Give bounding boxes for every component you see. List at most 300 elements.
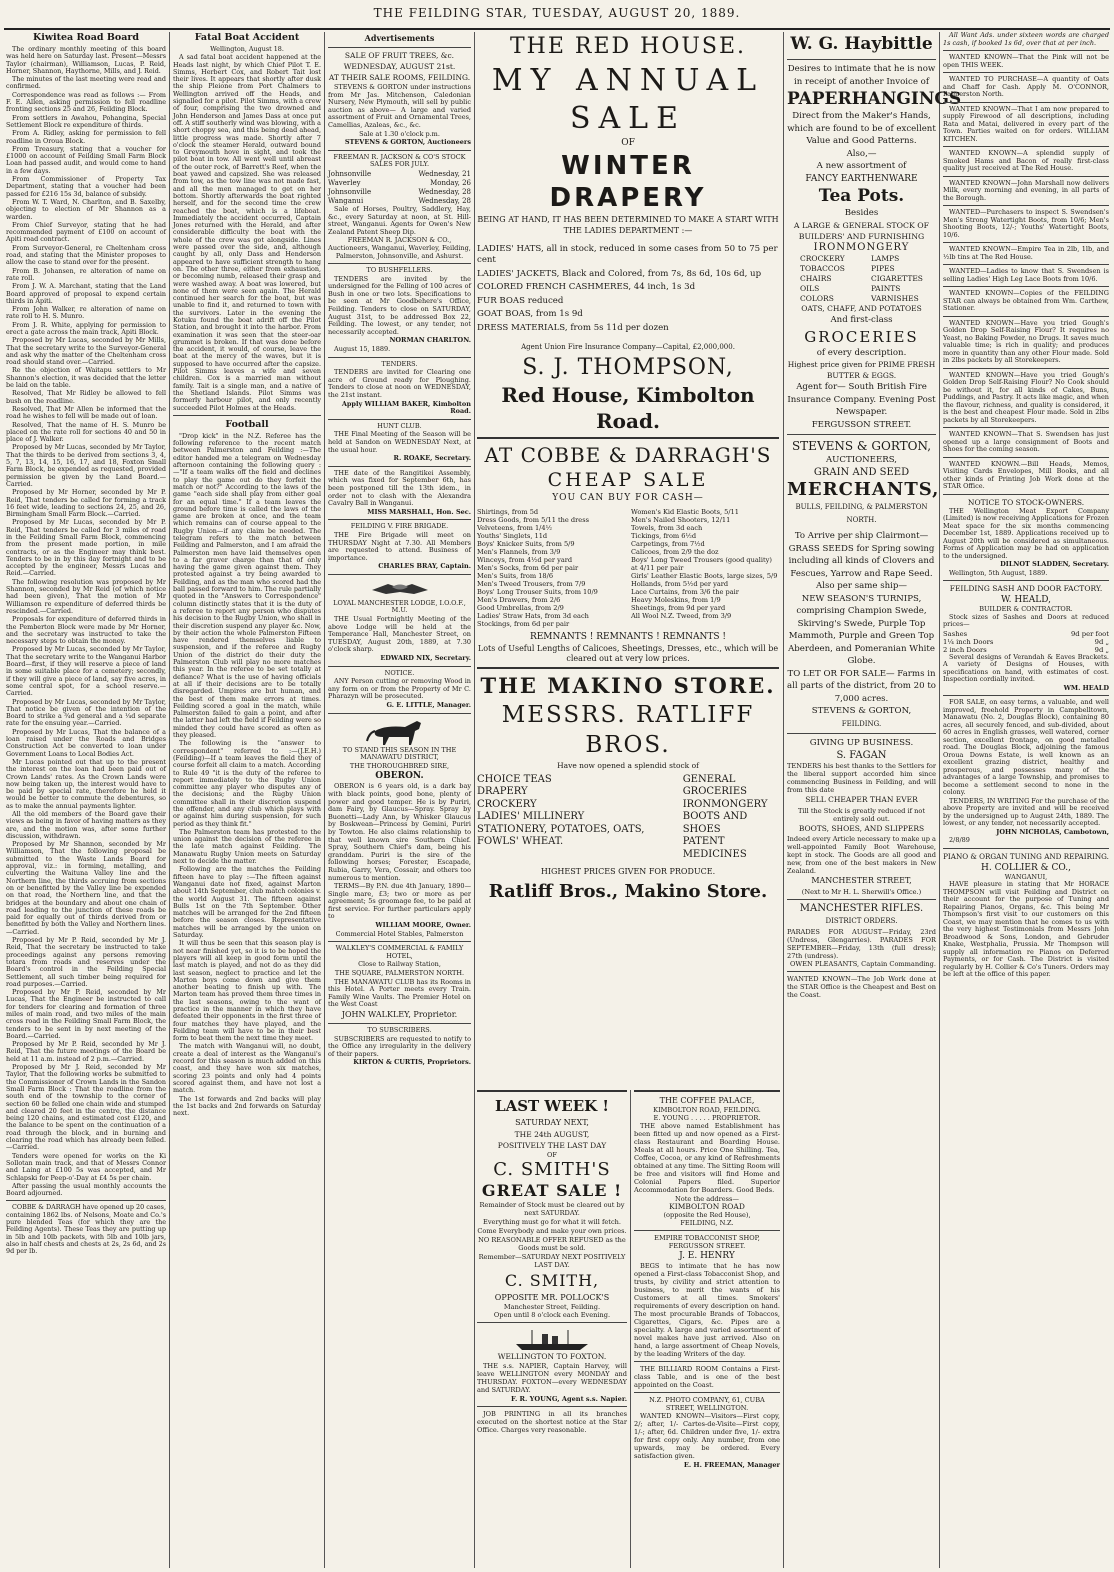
route-signature: F. R. YOUNG, Agent s.s. Napier. bbox=[510, 1395, 627, 1403]
ad-signature: Apply WILLIAM BAKER, Kimbolton Road. bbox=[341, 399, 471, 416]
groceries-desc: of every description. bbox=[816, 347, 907, 358]
ad-line: Remainder of Stock must be cleared out by next SATURDAY. bbox=[479, 1201, 625, 1217]
paragraph: Re the objection of Waitapu settlers to Mr Shannon's election, it was decided that the letter be laid on the table. bbox=[6, 366, 166, 390]
paragraph: From J. W. A. Marchant, stating that the Land Board approved of proposal to expend certain thirds in Apiti. bbox=[6, 282, 166, 305]
divider bbox=[943, 427, 1109, 428]
tobacconist-title: EMPIRE TOBACCONIST SHOP, FERGUSSON STREET. bbox=[654, 1234, 760, 1250]
article-heading: Fatal Boat Accident bbox=[194, 32, 300, 43]
merchant-name: S. J. THOMPSON, bbox=[522, 354, 734, 380]
wanted-ad: WANTED KNOWN.—Bill Heads, Memos, Visiting Cards Envelopes, Mill Books, and all other kinds of Printing Job Work done at the STAR Office. bbox=[943, 459, 1109, 490]
walkley-hotel-ad bbox=[328, 945, 471, 1020]
goods-item: IRONMONGERY bbox=[682, 798, 768, 810]
goods-item: VARNISHES bbox=[870, 294, 919, 303]
sale-item: FUR BOAS reduced bbox=[477, 295, 564, 306]
paragraph: The Palmerston team has protested to the union against the decision of the referee in the late match against Feilding. The Manawatu Rugby Union meets on Saturday next to decide the matter. bbox=[173, 827, 321, 866]
ad-body: THE Final Meeting of the Season will be held at Sandon on WEDNESDAY Next, at the usual hour. bbox=[328, 430, 471, 454]
ad-signature: NORMAN CHARLTON. bbox=[389, 336, 471, 345]
ad-subhead: Have now opened a splendid stock of bbox=[557, 760, 699, 770]
paragraph: Proposed by Mr Lucas, seconded by Mr Taylor, That the secretary write to the Wanganui Harbor Board—first, if they will reserve a piece of land in some suitable place for a cemetery; secondly, if they will give a piece of land, say five acres, in some central spot, for a school reserve.—Carried. bbox=[6, 645, 166, 698]
wanted-ad: WANTED KNOWN—That S. Swendsen has just opened up a large consignment of Boots and Shoes for the coming season. bbox=[943, 430, 1109, 453]
ad-signature: Ratliff Bros., Makino Store. bbox=[488, 881, 768, 902]
manchester-street: MANCHESTER STREET, bbox=[811, 876, 912, 885]
paragraph: "Drop kick" in the N.Z. Referee has the following reference to the recent match between Palmerston and Feilding :—The editor handed me a telegram on Wednesday afternoon containing the following query :—"If a team walks off the field and declines to play the game out do they forfeit the match or not?" According to the laws of the game "each side shall play from either goal for an equal time." If a team leaves the ground before time is called the laws of the game are broken at once, and the team which remains can of course appeal to the Rugby Union—if any claim be needed. The telegram refers to the match between Feilding and Palmerston, and I am afraid the Palmerston men have laid themselves open to a far graver charge than that of only having the game given against them. They protested against a try being awarded to Feilding, and as the man who scored had the ball passed forward to him. The rule partially quoted in the "Answers to Correspondence" column distinctly states that it is the duty of a referee to report any person who disputes his decision to the Rugby Union, who shall in their discretion suspend any player &c. Now, by their action the whole Palmerston Fifteen have rendered themselves liable to suspension, and if the referee and Rugby Union of the district do their duty the Palmerston Club will play no more matches this year. In the referee to be set totally at defiance? What is the use of having officials at all if their decisions are to be totally disregarded. Umpires are but human, and the best of them make errors at times. Feilding scored a goal in the match, while Palmerston failed to gain a point, and after the latter had left the field if Feilding were so minded they could have scored as often as they pleased. bbox=[173, 431, 321, 740]
ad-headline: CHEAP SALE bbox=[547, 468, 709, 491]
price-item: All Wool N.Z. Tweed, from 3/9 bbox=[631, 611, 732, 620]
divider bbox=[943, 368, 1109, 369]
paragraph: It will thus be seen that this season play is not near finished yet, so it is to be hoped the players will all keep in good form until the last match is played, and not do as they did last season, neglect to practice and let the Marton boys come down and give them another beating to finish up with. The Marton team has proved them three times in the last seasons, owing to the want of practice in the manner in which they have defeated their opponents in the first three of four matches they have played, and the Feilding team will have to be in their best form to beat them the next time they meet. bbox=[173, 939, 321, 1043]
ad-terms: TERMS—By P.N. due 4th January, 1890—Single mare, £3; two or more as per agreement; 5s groomage fee, to be paid at first service. For further particulars apply to bbox=[328, 882, 471, 921]
ad-signature: FREEMAN R. JACKSON & CO., Auctioneers, Wanganui, Waverley, Feilding, Palmerston, Johnsonville, and Ashurst. bbox=[328, 236, 471, 260]
divider bbox=[634, 1090, 780, 1092]
paragraph: The minutes of the last meeting were read and confirmed. bbox=[6, 75, 166, 91]
ad-place: AT THEIR SALE ROOMS, FEILDING. bbox=[328, 73, 471, 82]
ad-footer: Lots of Useful Lengths of Calicoes, Sheetings, Dresses, etc., which will be cleared out at very low prices. bbox=[477, 643, 779, 663]
ad-title: LOYAL MANCHESTER LODGE, I.O.O.F., M.U. bbox=[333, 598, 466, 615]
paragraph: From B. Johansen, re alteration of name on rate roll. bbox=[6, 266, 166, 282]
goods-item: PIPES bbox=[870, 264, 895, 273]
wanted-ad: WANTED KNOWN—That I am now prepared to supply Firewood of all descriptions, including Rata and Matai, delivered in every part of the Town. Parties waited on for orders. WILLIAM KITCHEN. bbox=[943, 104, 1109, 143]
paragraph: Proposed by Mr Horner, seconded by Mr P. Reid, That tenders be called for forming a track 16 feet wide, leading to sections 24, 25, and 26, Birmingham Small Farm Block.—Carried. bbox=[6, 488, 166, 519]
paperhangings: PAPERHANGINGS bbox=[787, 89, 962, 109]
wanted-ad: WANTED—Purchasers to inspect S. Swendsen's Men's Strong Watertight Boots, from 10/6; Men's Shooting Boots, 12/-; Youths' Watertight Boots, 10/6. bbox=[943, 208, 1109, 239]
ad-title: AT COBBE & DARRAGH'S bbox=[484, 442, 772, 467]
rifles-title: MANCHESTER RIFLES. bbox=[799, 902, 924, 914]
ad-address: KIMBOLTON ROAD, FEILDING. bbox=[653, 1106, 761, 1114]
wanted-ad: WANTED KNOWN—Copies of the FEILDING STAR can always be obtained from Wm. Carthew, Stationer. bbox=[943, 289, 1109, 312]
column-divider bbox=[474, 32, 475, 1568]
ad-line: Come Everybody and make your own prices. bbox=[477, 1227, 627, 1235]
tenders-signature: JOHN NICHOLAS, Cambotown, bbox=[996, 827, 1109, 836]
ad-signature: JOHN WALKLEY, Proprietor. bbox=[341, 1010, 458, 1019]
price-list-right bbox=[631, 508, 779, 628]
divider bbox=[634, 1361, 780, 1362]
paragraph: From Treasury, stating that a voucher for £1000 on account of Feilding Small Farm Block Loan had passed audit, and would come to hand in a few days. bbox=[6, 144, 166, 175]
collier-town: WANGANUI, bbox=[1004, 872, 1048, 881]
sale-day: Monday, 26 bbox=[430, 178, 471, 187]
builder-label: BUILDER & CONTRACTOR. bbox=[979, 605, 1073, 613]
paragraph: Resolved, That Mr Allen be informed that the road he wishes to fell will be made out of loan. bbox=[6, 404, 166, 421]
lodge-ad bbox=[328, 578, 471, 663]
ad-intro: BEING AT HAND, IT HAS BEEN DETERMINED TO MAKE A START WITH THE LADIES DEPARTMENT :— bbox=[477, 214, 779, 235]
paragraph: From Surveyor-General, re Cheltenham cross road, and stating that the Minister proposes to allow the case to stand over for the present. bbox=[6, 243, 166, 267]
football-heading: Football bbox=[225, 418, 269, 430]
price-item: Hollands, from 5½d per yard bbox=[631, 579, 729, 588]
goods-item: LAMPS bbox=[870, 254, 900, 263]
paragraph: From A. Ridley, asking for permission to fell roadline in Oroua Block. bbox=[6, 129, 166, 145]
price-item: Winceys, from 4½d per yard bbox=[477, 555, 573, 564]
sales-row bbox=[328, 179, 471, 188]
goods-item: OILS bbox=[800, 284, 820, 293]
photo-body: WANTED KNOWN—Visitors—First copy, 2/; after, 1/- Cartes-de-Visite—First copy, 1/-; after, 6d. Children under five, 1/- extra for first copy only. Any number, from one upwards, may be ordered. Every satisfaction given. bbox=[634, 1412, 780, 1460]
article-body bbox=[6, 46, 166, 1197]
merchant-name: C. SMITH'S bbox=[493, 1159, 611, 1180]
divider bbox=[943, 695, 1109, 696]
price-item: Men's Socks, from 6d per pair bbox=[477, 563, 579, 572]
ad-subhead: YOU CAN BUY FOR CASH— bbox=[552, 492, 704, 503]
wanted-list bbox=[943, 54, 1109, 495]
ad-subtitle: THE THOROUGHBRED SIRE, bbox=[349, 761, 450, 770]
makino-store-ad bbox=[477, 672, 779, 906]
ad-body: THE Fire Brigade will meet on THURSDAY Night at 7.30. All Members are requested to attend. Business of importance. bbox=[328, 530, 471, 562]
ad-title: FREEMAN R. JACKSON & CO'S STOCK SALES FOR JULY. bbox=[333, 152, 466, 169]
divider bbox=[328, 357, 471, 358]
heald-name: W. HEALD, bbox=[1000, 595, 1052, 605]
stock-sales-ad bbox=[328, 154, 471, 260]
price-item: Lace Curtains, from 3/6 the pair bbox=[631, 587, 739, 596]
paragraph: The match with Wanganui will, no doubt, create a deal of interest as the Wanganui's record for this season is much added on this coast, and they have won six matches, scoring 23 points and only had 4 points scored against them, and have not lost a match. bbox=[173, 1042, 321, 1095]
ad-signature: STEVENS & GORTON, Auctioneers bbox=[344, 138, 471, 147]
paragraph: Mr Lucas pointed out that up to the present the interest on the loan had been paid out of Crown Lands' rates. As the Crown Lands were now being taken up, the interest would have to be paid by special rate, therefore he held it would be better to commute the debentures, so as to make the annual payments lighter. bbox=[6, 757, 166, 810]
paragraph: From settlers in Awahou, Pohangina, Special Settlement Block re expenditure of thirds. bbox=[6, 113, 166, 129]
price-list-left bbox=[477, 508, 625, 628]
piano-title: PIANO & ORGAN TUNING AND REPAIRING. bbox=[943, 851, 1109, 861]
besides: Besides bbox=[844, 208, 879, 218]
wanted-ad: WANTED KNOWN—Have you tried Gough's Golden Drop Self-Raising Flour? No Cook should be without it, for all kinds of Cakes, Buns, Puddings, and Pastry. It acts like magic, and when the flavour, richness, and quality is considered, it is the best and cheapest Flour made. Sold in 2lbs packets by all Storekeepers. bbox=[943, 370, 1109, 424]
paragraph: Tenders were opened for works on the Ki Sollotan main track, and that of Messrs Connor and Laing at £100 5s was accepted, and Mr Schlapski for Peep-o'-Day at £4 5s per chain. bbox=[6, 1151, 166, 1182]
ad-body: THE date of the Rangitikei Assembly, which was fixed for September 6th, has been postponed till the 13th idem., in order not to clash with the Alexandra Cavalry Ball in Wanganui. bbox=[328, 468, 471, 508]
price-item: Shirtings, from 5d bbox=[477, 507, 539, 516]
also: Also,— bbox=[846, 148, 877, 159]
goods-list-left bbox=[477, 774, 683, 862]
divider bbox=[634, 1392, 780, 1393]
stock-notice-body: THE Wellington Meat Export Company (Limited) is now receiving Applications for Frozen Meat space for the six months commencing December 1st, 1889. Applications received up to August 20th will be considered as simultaneous. Forms of Application may be had on application to the undersigned. bbox=[943, 506, 1109, 560]
ad-title: SALE OF FRUIT TREES, &c. bbox=[344, 51, 455, 60]
seed-arrival: To Arrive per ship Clairmont— GRASS SEEDS for Spring sowing including all kinds of Clovers and Fescues, Yarrow and Rape Seed. bbox=[788, 531, 935, 579]
paragraph: Proposed by Mr P. Reid, seconded by Mr Lucas, That the Engineer be instructed to call for tenders for clearing and formation of three miles of main road, and two miles of the main cross road in the Feilding Small Farm Block, the tenders to be sent in by next meeting of the Board.—Carried. bbox=[6, 988, 166, 1040]
tea-pots: Tea Pots. bbox=[818, 186, 905, 206]
stock-notice-date: Wellington, 5th August, 1889. bbox=[949, 568, 1048, 577]
goods-item: CROCKERY bbox=[477, 798, 537, 810]
divider bbox=[328, 263, 471, 264]
ad-subtitle: Close to Railway Station, bbox=[358, 960, 441, 969]
article-body bbox=[173, 54, 321, 412]
divider bbox=[477, 437, 779, 439]
first-class: And first-class bbox=[830, 315, 893, 325]
price-item: Men's Tweed Trousers, from 7/9 bbox=[477, 579, 586, 588]
column-kiwitea-road-board bbox=[6, 32, 166, 1568]
remnants: REMNANTS ! REMNANTS ! REMNANTS ! bbox=[529, 631, 727, 642]
paragraph: Correspondence was read as follows :— From F. E. Allen, asking permission to fell roadline fronting sections 25 and 26, Feilding Block. bbox=[6, 90, 166, 114]
divider bbox=[173, 415, 321, 416]
route-body: THE s.s. NAPIER, Captain Harvey, will leave WELLINGTON every MONDAY and THURSDAY. FOXTON—every WEDNESDAY and SATURDAY. bbox=[477, 1362, 627, 1394]
paragraph: Proposed by Mr P. Reid, seconded by Mr J. Reid, That the secretary be instructed to take proceedings against any persons removing totara from roads and reserves under the Board's control in the Feilding Special Settlement, all such timber being required for road purposes.—Carried. bbox=[6, 936, 166, 988]
article-heading: Kiwitea Road Board bbox=[32, 32, 140, 43]
photo-signature: E. H. FREEMAN, Manager bbox=[683, 1461, 780, 1469]
earthenware: FANCY EARTHENWARE bbox=[805, 173, 918, 184]
price-item: Youths' Singlets, 11d bbox=[477, 531, 548, 540]
ad-title: TO SUBSCRIBERS. bbox=[367, 1026, 432, 1034]
price-item: Towels, from 3d each bbox=[631, 523, 703, 532]
ad-body: TENDERS are invited for Clearing one acre of Ground ready for Ploughing. Tenders to close at noon on WEDNESDAY, the 21st instant. bbox=[328, 368, 471, 399]
road: KIMBOLTON ROAD bbox=[669, 1202, 745, 1211]
ad-subhead: WINTER DRAPERY bbox=[549, 150, 707, 213]
parades: PARADES FOR AUGUST—Friday, 23rd (Undress, Glengarries). PARADES FOR SEPTEMBER—Friday, 13th (full dress); 27th (undress). bbox=[787, 927, 936, 960]
goods-list-right bbox=[871, 254, 923, 304]
sash-item: 1¼ inch Doors bbox=[943, 637, 994, 646]
paragraph: Proposed by Mr Lucas, seconded by Mr Taylor, That notice be given of the intention of the Board to strike a ¾d general and a ¼d separate rate for the ensuing year.—Carried. bbox=[6, 697, 166, 728]
fagan-name: S. FAGAN bbox=[836, 749, 887, 761]
oberon-ad bbox=[328, 717, 471, 939]
job-work-notice: WANTED KNOWN—The Job Work done at the STAR Office is the Cheapest and Best on the Coast. bbox=[787, 974, 936, 999]
auction-firm-2: STEVENS & GORTON, bbox=[811, 706, 912, 716]
goods-item: COLORS bbox=[800, 294, 834, 303]
paragraph: A sad fatal boat accident happened at the Heads last night, by which Chief Pilot T. E. Simms, Herbert Cox, and Robert Tait lost their lives. It appears that shortly after dusk the ship Pleione from Port Chalmers to Wellington arrived off the Heads, and signalled for a pilot. Pilot Simms, with a crew of four, comprising the two drowned and John Henderson and James Dass at once put off. A stiff southerly wind was blowing, with a short choppy sea, and this being dead ahead, little progress was made. Shortly after 7 o'clock the steamer Herald, outward bound to Greymouth hove in sight, and took the pilot boat in tow. All went well until abreast of the outer rock, of Barrett's Reef, when the boat yawed and capsized. She was released from tow, as the tow line was not made fast, and all the men managed to get on her bottom. Shortly afterwards the boat righted herself, and for the second time the crew reached the boat, which is a lifeboat. Immediately the accident occurred, Captain Jones returned with the Herald, and after considerable difficulty the boat with the whole of the crew was got alongside. Lines were passed over the side, and, although caught by all, only Dass and Henderson appeared to have sufficient strength to hang on. The other three, either from exhaustion, or becoming numb, released their grasp and were washed away. A boat was lowered, but none of them were seen again. The Herald continued her search for the boat, but was unable to find it, and returned to town with the survivors. Later in the evening the Kotuku found the boat adrift off the Pilot Station, and brought it into the harbor. From examination it was seen that the steer-oar grummet is broken. If that was done before the accident, it would, of course, leave the boat at the mercy of the waves, but it is supposed to have occurred after the capsize. Pilot Simms leaves a wife and seven children. Cox is a married man without family. Tait is a single man, and a native of the Shetland Islands. Pilot Simms was formerly harbour pilot, and only recently succeeded Pilot Holmes at the Heads. bbox=[173, 53, 321, 412]
paragraph: The following resolution was proposed by Mr Shannon, seconded by Mr Reid (of which notice had been given), That the motion of Mr Williamson re expenditure of deferred thirds be rescinded.—Carried. bbox=[6, 577, 166, 615]
street: Manchester Street, Feilding. bbox=[503, 1303, 601, 1311]
divider bbox=[943, 242, 1109, 243]
paragraph: The following is the "answer to correspondent" referred to :—(J.E.H.) (Feilding)—If a team leaves the field they of course forfeit all claim to a match. According to Rule 49 "it is the duty of the referee to report immediately to the Rugby Union committee any player who disputes any of the decisions; and the Rugby Union committee shall in their discretion suspend the offender, and any club which plays with or against him during suspension, for such period as they think fit." bbox=[173, 739, 321, 828]
hours: Open until 8 o'clock each Evening. bbox=[493, 1311, 611, 1319]
sash-title: FEILDING SASH AND DOOR FACTORY. bbox=[949, 584, 1103, 593]
wanted-ad: WANTED—Ladies to know that S. Swendsen is selling Ladies' High Leg Lace Boots from 10/6. bbox=[943, 267, 1109, 283]
price-item: Tickings, from 6½d bbox=[631, 531, 697, 540]
paragraph: Proposed by Mr Lucas, That the balance of a loan raised under the Roads and Bridges Construction Act be converted to loan under Government Loans to Local Bodies Act. bbox=[6, 727, 166, 758]
sales-row bbox=[328, 170, 471, 179]
column-divider bbox=[169, 32, 170, 1568]
paragraph: The ordinary monthly meeting of this board was held here on Saturday last. Present—Messrs Taylor (chairman), Williamson, Lucas, P. Reid, Horner, Shannon, Haythorne, Mills, and J. Reid. bbox=[6, 45, 166, 75]
red-house-ad bbox=[477, 32, 779, 905]
divider bbox=[943, 264, 1109, 265]
ad-body: STEVENS & GORTON under instructions from Mr Jas. Mitchenson, Caledonian Nursery, New Plymouth, will sell by public auction as above— A large and varied assortment of Fruit and Ornamental Trees, Camellias, Azaleas, &c., &c. bbox=[328, 83, 471, 129]
auctioneers: AUCTIONEERS, bbox=[825, 455, 898, 465]
ad-signature: WILLIAM MOORE, Owner. bbox=[375, 921, 471, 930]
sash-price-table bbox=[943, 630, 1109, 654]
price-item: Boys' Long Tweed Trousers (good quality) at 4/11 per pair bbox=[631, 555, 772, 572]
column-divider bbox=[630, 1090, 631, 1568]
sale-place: Johnsonville bbox=[328, 169, 372, 178]
ad-of: OF bbox=[621, 138, 635, 148]
rifles-signature: OWEN PLEASANTS, Captain Commanding. bbox=[790, 959, 936, 968]
sale-item: LADIES' HATS, all in stock, reduced in some cases from 50 to 75 per cent bbox=[477, 243, 778, 265]
divider bbox=[943, 580, 1109, 581]
divider bbox=[787, 971, 936, 972]
tenders-ad bbox=[328, 361, 471, 416]
wanted-column bbox=[943, 32, 1109, 1568]
price-item: Dress Goods, from 5/11 the dress bbox=[477, 515, 589, 524]
turnips: NEW SEASON'S TURNIPS, comprising Champion Swede, Skirving's Swede, Purple Top Mammoth, Purple and Green Top Aberdeen, and Pomeranian White Globe. bbox=[788, 593, 935, 666]
divider bbox=[328, 574, 471, 575]
masthead-rule bbox=[4, 28, 1110, 30]
ad-signature: R. ROAKE, Secretary. bbox=[393, 454, 471, 463]
tobacconist-name: J. E. HENRY bbox=[679, 1251, 735, 1261]
goods-item: BOOTS AND SHOES bbox=[682, 811, 748, 835]
cobbe-darragh-ad bbox=[477, 442, 779, 664]
ad-title: TO BUSHFELLERS. bbox=[366, 266, 433, 275]
job-printing: JOB PRINTING in all its branches executed on the shortest notice at the Star Office. Charges very reasonable. bbox=[477, 1410, 627, 1434]
ad-line: Everything must go for what it will fetch. bbox=[483, 1218, 621, 1226]
ad-place: THE SQUARE, PALMERSTON NORTH. bbox=[334, 969, 465, 978]
tobacconist-body: BEGS to intimate that he has now opened a First-class Tobacconist Shop, and trusts, by civility and strict attention to business, to merit the wants of his Customers at all times. Smokers' requirements of every description on hand. The most procurable Brands of Tobaccos, Cigarettes, Cigars, &c. Pipes are a specialty. A large and varied assortment of novel makes have just arrived. Also on hand, a large assortment of Cheap Novels, by the leading Writers of the day. bbox=[634, 1262, 780, 1358]
paragraph: From Commissioner of Property Tax Department, stating that a voucher had been passed for £216 15s 3d, balance of subsidy. bbox=[6, 175, 166, 198]
divider bbox=[943, 848, 1109, 849]
street: FERGUSSON STREET. bbox=[811, 419, 912, 430]
sash-item: 2 inch Doors bbox=[943, 645, 987, 654]
price-item: Girls' Leather Elastic Boots, large sizes, 5/9 bbox=[631, 571, 778, 580]
paragraph: Proposals for expenditure of deferred thirds in the Pemberton Block were made by Mr Horner, and the secretary was instructed to take the necessary steps to obtain the money. bbox=[6, 615, 166, 646]
sale-item: COLORED FRENCH CASHMERES, 44 inch, 1s 3d bbox=[477, 282, 696, 292]
fire-brigade-ad bbox=[328, 523, 471, 571]
for-sale-body: FOR SALE, on easy terms, a valuable, and well improved, freehold Property in Campbelltown, Manawatu (No. 2, Douglas Block), containing 80 acres, all securely fenced, and sub-divided, about 60 acres in English grasses, well watered, corner section, excellent frontage, on good metalled road. The Douglas Block, adjoining the famous Oroua Downs Estate, is well known as an excellent grazing district, healthy and prosperous, and possesses many of the advantages of a large Township, and promises to become a settlement second to none in the colony. bbox=[943, 698, 1109, 796]
sash-item: Sashes bbox=[943, 629, 968, 638]
ad-body: OBERON is 6 years old, is a dark bay with black points, good bone, plenty of power and good temper. He is by Puriri, dam Fairy, by Glaucus—Spray. Spray by Buonetti—Lady Ann, by Whisker Glaucus by Boskwean—Princess by Gemini, Puriri by Towton. He also claims relationship to that well known sire Southern Chief. Spray, Southern Chief's dam, being his granddam. Puriri is the sire of the following horses; Forester, Escapade, Rubia, Garry, Vera, Cossair, and others too numerous to mention. bbox=[328, 782, 471, 882]
ad-title: FEILDING V. FIRE BRIGADE. bbox=[350, 522, 449, 531]
divider bbox=[477, 667, 779, 669]
ad-title: THE MAKINO STORE. bbox=[480, 672, 776, 698]
of-label: OF bbox=[547, 1151, 557, 1159]
divider bbox=[328, 713, 471, 714]
ad-proprietor: E. YOUNG . . . . . PROPRIETOR. bbox=[653, 1114, 761, 1122]
ironmongery: IRONMONGERY bbox=[813, 241, 910, 253]
divider bbox=[328, 150, 471, 151]
divider bbox=[943, 205, 1109, 206]
divider bbox=[477, 1322, 627, 1323]
stock-line: A LARGE & GENERAL STOCK OF BUILDERS' AND FURNISHING bbox=[793, 220, 930, 241]
advertisements-heading: Advertisements bbox=[364, 33, 435, 43]
goods-item: LADIES' MILLINERY bbox=[477, 811, 585, 822]
divider bbox=[943, 72, 1109, 73]
goods-item: STATIONERY, POTATOES, OATS, FOWLS' WHEAT. bbox=[477, 823, 645, 847]
price-item: Men's Suits, from 18/6 bbox=[477, 571, 554, 580]
divider bbox=[943, 176, 1109, 177]
wanted-ad: WANTED KNOWN—A splendid supply of Smoked Hams and Bacon of really first-class quality just received at The Red House. bbox=[943, 149, 1109, 172]
coffee-palace-column bbox=[634, 1090, 780, 1568]
insurance-agent: Agent Union Fire Insurance Company—Capital, £2,000,000. bbox=[521, 343, 735, 351]
sash-row bbox=[943, 638, 1109, 646]
goods-list-right bbox=[683, 774, 779, 862]
divider bbox=[943, 50, 1109, 51]
price-item: Women's Kid Elastic Boots, 5/11 bbox=[631, 507, 739, 516]
ad-body: THE MANAWATU CLUB has its Rooms in this Hotel. A Porter meets every Train. Family Wine Vaults. The Premier Hotel on the West Coast bbox=[328, 977, 471, 1009]
fagan-stock: Till the Stock is greatly reduced if not entirely sold out. bbox=[798, 806, 925, 823]
last-week: LAST WEEK ! bbox=[495, 1097, 609, 1115]
sale-item: LADIES' JACKETS, Black and Colored, from 7s, 8s 6d, 10s 6d, up bbox=[477, 268, 762, 279]
ad-signature: KIRTON & CURTIS, Proprietors. bbox=[353, 1058, 471, 1067]
divider bbox=[477, 1406, 627, 1407]
divider bbox=[328, 466, 471, 467]
stock-notice-title: NOTICE TO STOCK-OWNERS. bbox=[967, 497, 1085, 507]
paragraph: Following are the matches the Feilding fifteen have to play :—The fifteen against Wanganui date not fixed, against Marton about 14th September, club match colonies v. the world August 31. The fifteen against Bulls 1st on the 7th September. Other matches will be arranged for the 2nd fifteen before the season closes. Representative matches will be arranged by the union on Saturday. bbox=[173, 865, 321, 940]
ad-headline: GREAT SALE ! bbox=[481, 1181, 623, 1200]
grain-seed: GRAIN AND SEED bbox=[813, 466, 910, 478]
location: OPPOSITE MR. POLLOCK'S bbox=[494, 1293, 610, 1302]
auction-firm: STEVENS & GORTON, bbox=[791, 439, 932, 453]
column-divider bbox=[783, 32, 784, 1568]
price-item: Velveteens, from 1/4½ bbox=[477, 523, 552, 532]
sale-date: THE 24th AUGUST, bbox=[514, 1130, 590, 1139]
price-item: Heavy Moleskins, from 1/9 bbox=[631, 595, 721, 604]
divider bbox=[328, 1023, 471, 1024]
divider bbox=[943, 457, 1109, 458]
price-item: Ladies' Straw Hats, from 3d each bbox=[477, 611, 589, 620]
divider bbox=[477, 1090, 627, 1092]
sale-day: Wednesday, 28 bbox=[418, 187, 471, 196]
divider bbox=[328, 419, 471, 420]
price-item: Good Umbrellas, from 2/9 bbox=[477, 603, 564, 612]
next-to: (Next to Mr H. L. Sherwill's Office.) bbox=[801, 887, 922, 896]
route-title: WELLINGTON TO FOXTON. bbox=[497, 1352, 607, 1361]
divider bbox=[943, 286, 1109, 287]
ad-line: NO REASONABLE OFFER REFUSED as the Goods must be sold. bbox=[478, 1236, 626, 1252]
ad-title: TO STAND THIS SEASON IN THE MANAWATU DISTRICT, bbox=[342, 745, 457, 762]
column-advertisements bbox=[328, 32, 471, 1568]
paragraph: Resolved, That Mr Ridley be allowed to fell bush on the roadline. bbox=[6, 389, 166, 405]
sash-price: 9d „ bbox=[1094, 645, 1109, 654]
goods-item: CROCKERY bbox=[800, 254, 845, 263]
price-item: Calicoes, from 2/9 the doz bbox=[631, 547, 719, 556]
fagan-body: TENDERS his best thanks to the Settlers for the liberal support accorded him since commencing Business in Feilding, and will from this date bbox=[787, 762, 936, 794]
goods-item: CIGARETTES bbox=[870, 274, 923, 283]
sale-day: Wednesday, 28 bbox=[418, 196, 471, 205]
divider bbox=[328, 941, 471, 942]
opposite: (opposite the Red House), bbox=[663, 1211, 751, 1219]
ad-date: WEDNESDAY, AUGUST 21st. bbox=[343, 62, 456, 71]
paragraph: From John Walker, re alteration of name on rate roll to H. S. Munro. bbox=[6, 305, 166, 321]
giving-up: GIVING UP BUSINESS. bbox=[809, 738, 914, 748]
goods-item: CHOICE TEAS bbox=[477, 773, 552, 785]
paragraph: After passing the usual monthly accounts the Board adjourned. bbox=[6, 1181, 166, 1198]
ad-signature: CHARLES BRAY, Captain. bbox=[378, 562, 471, 571]
address-note: Note the address— bbox=[674, 1195, 740, 1203]
paragraph: The 1st forwards and 2nd backs will play the 1st backs and 2nd forwards on Saturday next. bbox=[173, 1094, 321, 1118]
ad-line: Remember—SATURDAY NEXT POSITIVELY LAST DAY. bbox=[478, 1253, 626, 1269]
price-item: Men's Flannels, from 3/9 bbox=[477, 547, 561, 556]
ad-body: THE Usual Fortnightly Meeting of the above Lodge will be held at the Temperance Hall, Manchester Street, on TUESDAY, August 20th, 1889, at 7.30 o'clock sharp. bbox=[328, 615, 471, 654]
agent-line: Agent for— South British Fire Insurance Company. Evening Post Newspaper. bbox=[787, 382, 936, 417]
price-item: Carpetings, from 7½d bbox=[631, 539, 705, 548]
ad-title: THE COFFEE PALACE, bbox=[659, 1096, 755, 1105]
divider bbox=[328, 47, 471, 48]
ad-headline: MESSRS. RATLIFF BROS. bbox=[501, 701, 755, 758]
price-item: Boys' Knicker Suits, from 5/9 bbox=[477, 539, 575, 548]
paragraph: Proposed by Mr P. Reid, seconded by Mr J. Reid, That the future meetings of the Board be held at 11 a.m. instead of 2 p.m.—Carried. bbox=[6, 1040, 166, 1063]
sash-price: 9d per foot bbox=[1070, 629, 1109, 638]
paragraph: Proposed by Mr Lucas, seconded by Mr Mills, That the secretary write to the Surveyor-General and ask why the matter of the Cheltenham cross road should stand over.—Carried. bbox=[6, 336, 166, 367]
sale-positive: POSITIVELY THE LAST DAY bbox=[497, 1141, 607, 1150]
sales-row bbox=[328, 188, 471, 197]
photo-title: N.Z. PHOTO COMPANY, 61, CUBA STREET, WELLINGTON. bbox=[649, 1396, 765, 1412]
to-let: TO LET OR FOR SALE— Farms in all parts of the district, from 20 to 7,000 acres. bbox=[787, 668, 936, 704]
stock-sizes: Stock sizes of Sashes and Doors at reduced prices— bbox=[943, 612, 1109, 628]
ad-line: A new assortment of bbox=[816, 161, 907, 171]
smith-column bbox=[477, 1090, 627, 1568]
merchant-name-2: C. SMITH, bbox=[504, 1271, 600, 1290]
paragraph: Proposed by Mr J. Reid, seconded by Mr Taylor, That the following works be submitted to the Commissioner of Crown Lands in the Sandon Small Farm Block : That the roadline from the south end of the township to the corner of section 60 be felled one chain wide and stumped and cleared 20 feet in the centre, the distance being 120 chains, and estimated cost £120, and the balance to be spent on the continuation of a road through the block, and in burning and clearing the road which has already been felled.—Carried. bbox=[6, 1063, 166, 1152]
sash-row bbox=[943, 630, 1109, 638]
sale-place: Wanganui bbox=[328, 196, 364, 205]
paragraph: From J. R. White, applying for permission to erect a gate across the main track, Apiti Block. bbox=[6, 320, 166, 336]
price-item: Boys' Long Trouser Suits, from 10/9 bbox=[477, 587, 598, 596]
steamship-icon bbox=[512, 1326, 592, 1352]
notice-ad bbox=[328, 670, 471, 710]
collier-name: H. COLLIER & CO., bbox=[981, 862, 1071, 873]
boots-title: BOOTS, SHOES, AND SLIPPERS bbox=[798, 823, 925, 833]
town: FEILDING, N.Z. bbox=[680, 1219, 734, 1227]
merchants: MERCHANTS, bbox=[787, 479, 940, 500]
ad-where: Commercial Hotel Stables, Palmerston bbox=[335, 929, 464, 938]
collier-body: HAVE pleasure in stating that Mr HORACE THOMPSON will visit Feilding and District on their account for the purpose of Tuning and Repairing Pianos, Organs, &c. This being Mr Thompson's first visit to our customers on this Coast, we may mention that he comes to us with the very highest Testimonials from Messrs John Broadwood & Sons, London, and Gebruder Knake, Westphalia, Prussia. Mr Thompson will supply all information re Pianos on Deferred Payments, or for Cash. The District is visited regularly by H. Collier & Co's Tuners. Orders may be left at the office of this paper. bbox=[943, 880, 1109, 978]
boots-body: Indeed every Article necessary to make up a well-appointed Family Boot Warehouse, kept in stock. The Goods are all good and new, from one of the best makers in New Zealand. bbox=[787, 835, 936, 875]
price-item: Sheetings, from 9d per yard bbox=[631, 603, 726, 612]
merchant-name: W. G. Haybittle bbox=[790, 34, 933, 54]
football-body bbox=[173, 433, 321, 1118]
assembly-ad bbox=[328, 470, 471, 517]
ad-signature: MISS MARSHALL, Hon. Sec. bbox=[367, 507, 471, 516]
wanted-ad: WANTED TO PURCHASE—A quantity of Oats and Chaff for Cash. Apply M. O'CONNOR, Palmerston North. bbox=[943, 75, 1109, 98]
paragraph: Proposed by Mr Lucas, seconded by Mr Taylor, That the thirds to be derived from sections 3, 4, 5, 7, 13, 14, 15, 16, 17, and 18, Foxton Small Farm Block, be expended as requested, provided permission be given by the Land Board.—Carried. bbox=[6, 443, 166, 488]
masthead: THE FEILDING STAR, TUESDAY, AUGUST 20, 1889. bbox=[373, 6, 741, 20]
ad-body: Sale of Horses, Poultry, Saddlery, Hay, &c., every Saturday at noon, at St. Hill-street, Wanganui. Agents for Owen's New Zealand Patent Sheep Dip. bbox=[328, 204, 471, 236]
price-item: Stockings, from 6d per pair bbox=[477, 619, 570, 628]
